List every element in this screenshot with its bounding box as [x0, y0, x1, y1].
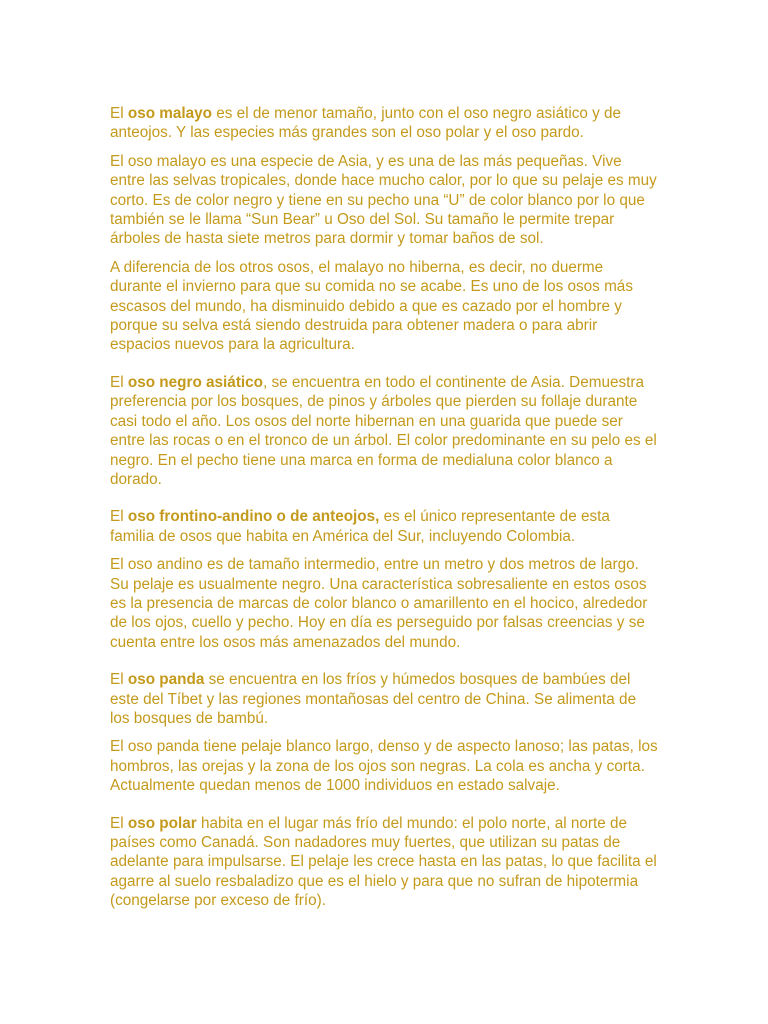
paragraph-text: , se encuentra en todo el continente de Asia. Demuestra preferencia por los bosques, de pinos y árboles que pierden su follaje durante casi todo el año. Los osos del norte hibernan en una guarida que puede ser entre las rocas o en el tronco de un árbol. El color predominante en su pelo es el negro. En el pecho tiene una marca en forma de medialuna color blanco a dorado. [110, 373, 657, 488]
bear-name-bold: oso frontino-andino o de anteojos, [127, 508, 380, 526]
paragraph-oso-andino-description: El oso andino es de tamaño intermedio, entre un metro y dos metros de largo. Su pelaje es usualmente negro. Una característica sobresaliente en estos osos es la presencia de marcas de color blanco o amarillento en el hocico, alrededor de los ojos, cuello y pecho. Hoy en día es perseguido por falsas creencias y se cuenta entre los osos más amenazados del mundo. [110, 556, 648, 651]
bear-name-bold: oso polar [127, 814, 197, 832]
document-body [110, 104, 658, 920]
paragraph-text: es el único representante de esta familia de osos que habita en América del Sur, incluyendo Colombia. [110, 508, 610, 545]
paragraph-oso-malayo-hibernation: A diferencia de los otros osos, el malayo no hiberna, es decir, no duerme durante el invierno para que su comida no se acabe. Es uno de los osos más escasos del mundo, ha disminuido debido a que es cazado por el hombre y porque su selva está siendo destruida para obtener madera o para abrir espacios nuevos para la agricultura. [110, 258, 633, 354]
paragraph-text: El [110, 671, 128, 689]
paragraph-oso-anteojos-intro [110, 507, 658, 546]
paragraph-text: El [110, 373, 128, 391]
paragraph-text: se encuentra en los fríos y húmedos bosques de bambúes del este del Tíbet y las regiones montañosas del centro de China. Se alimenta de los bosques de bambú. [110, 671, 637, 727]
paragraph-oso-malayo-intro [110, 104, 658, 143]
paragraph-oso-panda-intro [110, 670, 658, 728]
bear-name-bold: oso malayo [127, 105, 213, 122]
paragraph-oso-negro-asiatico [110, 373, 658, 489]
paragraph-text: El [110, 508, 128, 526]
paragraph-oso-polar [110, 814, 658, 911]
paragraph-oso-malayo-habitat: El oso malayo es una especie de Asia, y es una de las más pequeñas. Vive entre las selvas tropicales, donde hace mucho calor, por lo que su pelaje es muy corto. Es de color negro y tiene en su pecho una “U” de color blanco por lo que también se le llama “Sun Bear” u Oso del Sol. Su tamaño le permite trepar árboles de hasta siete metros para dormir y tomar baños de sol. [110, 152, 657, 248]
paragraph-text: El [110, 814, 128, 832]
paragraph-oso-panda-description: El oso panda tiene pelaje blanco largo, denso y de aspecto lanoso; las patas, los hombros, las orejas y la zona de los ojos son negras. La cola es ancha y corta. Actualmente quedan menos de 1000 individuos en estado salvaje. [110, 738, 658, 795]
bear-name-bold: oso panda [127, 671, 205, 689]
paragraph-text: El [110, 105, 128, 122]
paragraph-text: habita en el lugar más frío del mundo: el polo norte, al norte de países como Canadá. Son nadadores muy fuertes, que utilizan su patas de adelante para impulsarse. El pelaje les crece hasta en las patas, lo que facilita el agarre al suelo resbaladizo que es el hielo y para que no sufran de hipotermia (congelarse por exceso de frío). [110, 814, 657, 910]
paragraph-text: es el de menor tamaño, junto con el oso negro asiático y de anteojos. Y las especies más grandes son el oso polar y el oso pardo. [110, 105, 622, 142]
bear-name-bold: oso negro asiático [127, 373, 264, 391]
